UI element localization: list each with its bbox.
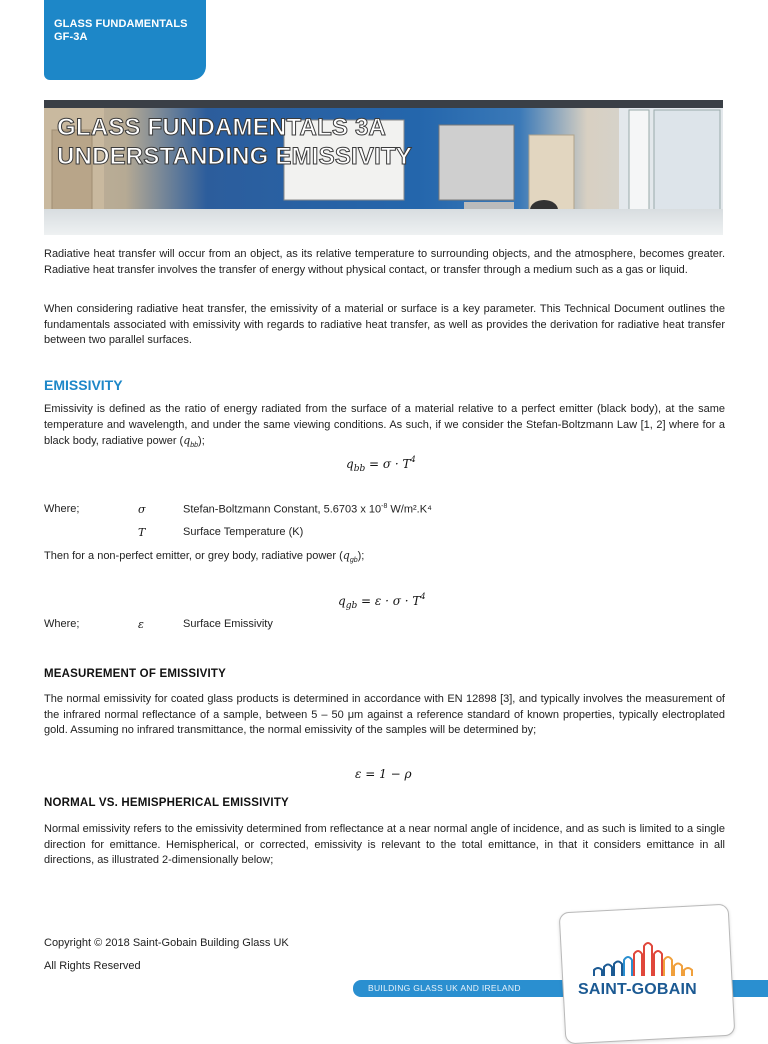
black-body-subscript: bb [190, 442, 199, 450]
banner-image [44, 100, 723, 235]
banner-title-line-1: GLASS FUNDAMENTALS 3A [57, 114, 387, 141]
saint-gobain-logo-icon [592, 940, 702, 978]
emissivity-paragraph [44, 402, 725, 454]
temperature-symbol: T [138, 526, 146, 539]
eq1-rhs: = σ · T [369, 457, 411, 471]
section-heading-measurement: MEASUREMENT OF EMISSIVITY [44, 668, 226, 680]
epsilon-symbol: ε [138, 618, 144, 631]
grey-body-symbol: q [342, 549, 350, 562]
grey-body-subscript: gb [349, 557, 358, 565]
eq1-exponent: 4 [410, 455, 416, 464]
intro-paragraph-2: When considering radiative heat transfer, the emissivity of a material or surface is a key parameter. This Technical Document outlines the fundamentals associated with emissivity with regards to radiative heat transfer, as well as provides the derivation for radiative heat transfer between two parallel surfaces. [44, 303, 725, 346]
section-heading-emissivity: EMISSIVITY [44, 377, 123, 393]
footer-strip-text: BUILDING GLASS UK AND IRELAND [368, 983, 521, 993]
banner-floor [44, 209, 723, 235]
sigma-description [183, 503, 432, 516]
where-label-2: Where; [44, 618, 80, 630]
sigma-symbol: σ [138, 503, 146, 516]
equation-black-body [346, 455, 416, 474]
normal-vs-hemispherical-paragraph: Normal emissivity refers to the emissivity determined from reflectance at a near normal angle of incidence, and as such is limited to a single direction for emittance. Hemispherical, or corrected, emissivity is relevant to the total emittance, in that it considers emittance in all directions, as illustrated 2-dimensionally below; [44, 823, 725, 866]
sigma-description-text: Stefan-Boltzmann Constant, 5.6703 x 10 [183, 503, 382, 516]
epsilon-description: Surface Emissivity [183, 618, 273, 630]
eq2-lhs-sub: gb [345, 601, 358, 611]
eq2-lhs: q [338, 594, 346, 608]
rights-text: All Rights Reserved [44, 960, 141, 972]
sigma-description-exponent: -8 [381, 503, 388, 510]
banner-title [57, 113, 412, 171]
grey-body-text: Then for a non-perfect emitter, or grey body, radiative power ( [44, 550, 343, 562]
where-label-1: Where; [44, 503, 80, 515]
temperature-description: Surface Temperature (K) [183, 526, 304, 538]
saint-gobain-wordmark: SAINT-GOBAIN [578, 981, 697, 998]
sigma-description-units: W/m².K⁴ [387, 503, 432, 516]
grey-body-paragraph [44, 548, 725, 569]
series-name: GLASS FUNDAMENTALS [54, 18, 188, 30]
intro-paragraph-1: Radiative heat transfer will occur from an object, as its relative temperature to surrounding objects, and the atmosphere, becomes greater. Radiative heat transfer involves the transfer of energy without physical contact, or transfer through a medium such as a gas or liquid. [44, 248, 725, 276]
eq2-exponent: 4 [420, 592, 426, 601]
eq1-lhs-sub: bb [353, 464, 366, 474]
emissivity-paragraph-text: Emissivity is defined as the ratio of energy radiated from the surface of a material relative to a perfect emitter (black body), at the same temperature and wavelength, and under the same viewing conditions. As such, if we consider the Stefan-Boltzmann Law [1, 2] where for a black body, radiative power ( [44, 403, 725, 447]
equation-normal-emissivity: ε = 1 − ρ [355, 767, 412, 781]
grey-body-end: ); [357, 550, 365, 562]
section-heading-normal-vs-hemispherical: NORMAL VS. HEMISPHERICAL EMISSIVITY [44, 797, 289, 809]
document-tab [44, 0, 206, 80]
document-tab-label [54, 18, 188, 44]
copyright-text: Copyright © 2018 Saint-Gobain Building Glass UK [44, 937, 289, 949]
document-code: GF-3A [54, 31, 88, 43]
equation-grey-body [338, 592, 426, 611]
emissivity-paragraph-end: ); [198, 435, 205, 447]
eq1-lhs: q [346, 457, 354, 471]
eq2-rhs: = ε · σ · T [361, 594, 421, 608]
measurement-paragraph: The normal emissivity for coated glass products is determined in accordance with EN 12898 [3], and typically involves the measurement of the infrared normal reflectance of a sample, between 5 – 50 μm against a reference standard of known properties, typically electroplated gold. Assuming no infrared transmittance, the normal emissivity of the samples will be determined by; [44, 693, 725, 736]
banner-title-line-2: UNDERSTANDING EMISSIVITY [57, 143, 413, 170]
black-body-symbol: q [183, 434, 191, 447]
